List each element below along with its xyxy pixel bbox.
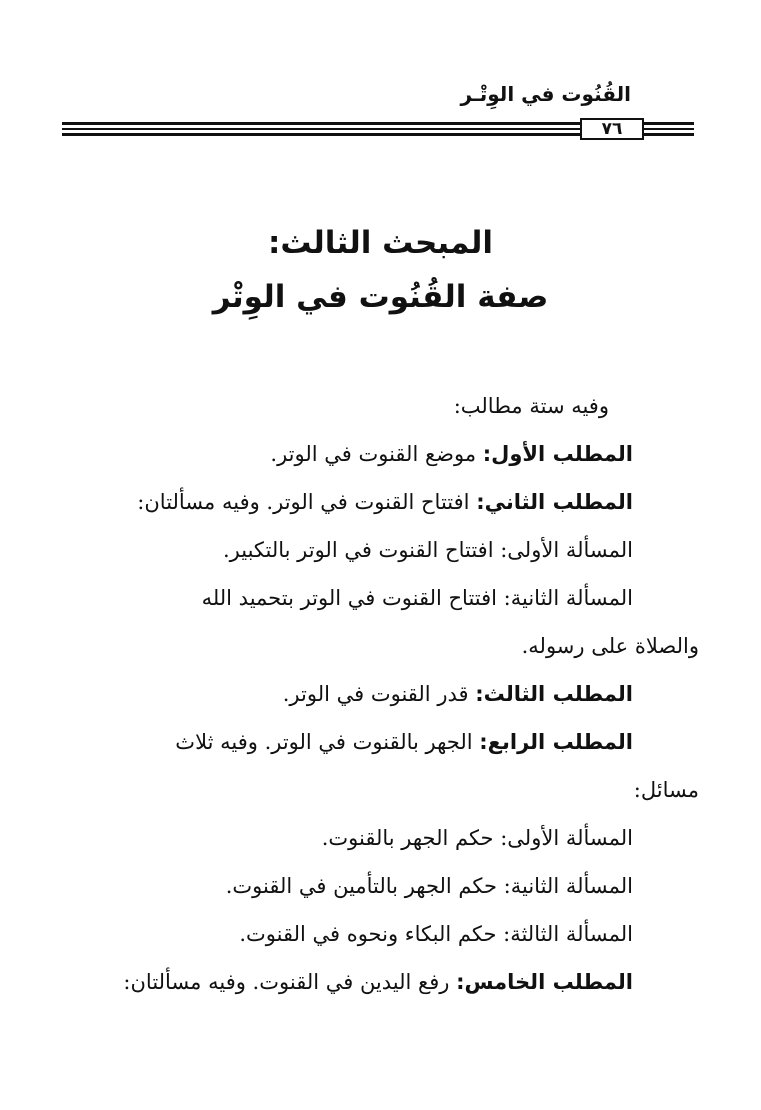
item-text: الجهر بالقنوت في الوتر. وفيه ثلاث (175, 730, 480, 754)
text-line (66, 670, 633, 718)
text-line (66, 958, 633, 1006)
header-rule (62, 118, 694, 140)
running-header-title: القُنُوت في الوِتْـر (460, 82, 631, 106)
page-number: ٧٦ (580, 118, 644, 140)
item-text: افتتاح القنوت في الوتر. وفيه مسألتان: (137, 490, 477, 514)
item-label: المطلب الخامس: (456, 970, 633, 994)
text-line (66, 718, 633, 766)
item-text: المسألة الثانية: حكم الجهر بالتأمين في القنوت. (225, 874, 633, 898)
body-text (66, 382, 699, 1006)
intro-line: وفيه ستة مطالب: (453, 394, 609, 418)
text-line-continuation (66, 766, 699, 814)
item-label: المطلب الرابع: (479, 730, 633, 754)
text-line (66, 814, 633, 862)
item-text: مسائل: (633, 778, 699, 802)
text-line (66, 478, 633, 526)
item-text: المسألة الثالثة: حكم البكاء ونحوه في القنوت. (239, 922, 633, 946)
section-subheading: صفة القُنُوت في الوِتْر (212, 279, 549, 315)
text-line (66, 862, 633, 910)
item-text: والصلاة على رسوله. (521, 634, 699, 658)
item-text: المسألة الثانية: افتتاح القنوت في الوتر بتحميد الله (201, 586, 633, 610)
text-line-continuation (66, 622, 699, 670)
item-text: المسألة الأولى: حكم الجهر بالقنوت. (321, 826, 633, 850)
item-label: المطلب الأول: (482, 442, 633, 466)
item-label: المطلب الثالث: (475, 682, 633, 706)
text-line (66, 430, 633, 478)
item-text: المسألة الأولى: افتتاح القنوت في الوتر بالتكبير. (222, 538, 633, 562)
text-line (66, 526, 633, 574)
section-heading: المبحث الثالث: (267, 225, 494, 261)
item-text: قدر القنوت في الوتر. (282, 682, 476, 706)
text-line (66, 910, 633, 958)
item-label: المطلب الثاني: (476, 490, 633, 514)
text-line (66, 574, 633, 622)
item-text: رفع اليدين في القنوت. وفيه مسألتان: (123, 970, 457, 994)
item-text: موضع القنوت في الوتر. (270, 442, 483, 466)
